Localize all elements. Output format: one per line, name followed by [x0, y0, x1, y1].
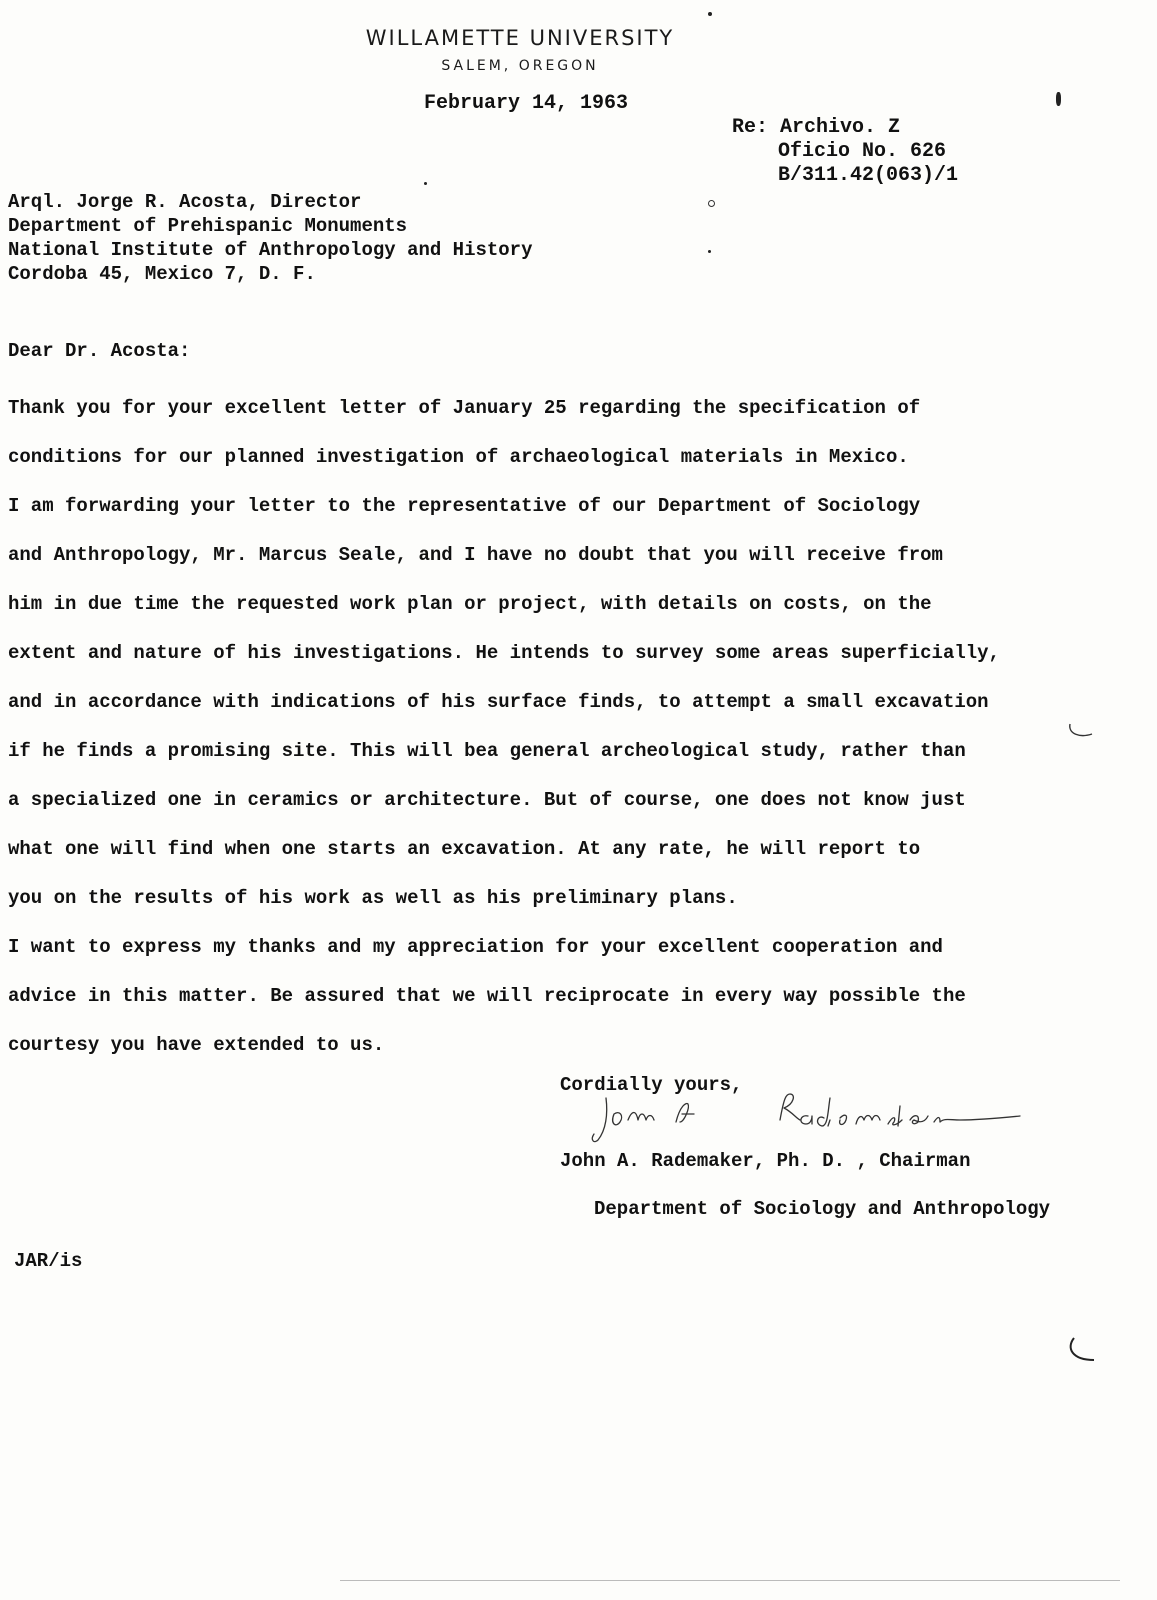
signer-department: Department of Sociology and Anthropology — [594, 1198, 1051, 1220]
body-line: conditions for our planned investigation of archaeological materials in Mexico. — [8, 446, 909, 468]
scan-speck — [708, 12, 712, 16]
reference-block — [732, 116, 958, 188]
scan-mark — [1066, 720, 1096, 744]
reference-archivo: Re: Archivo. Z — [732, 116, 901, 139]
reference-code: B/311.42(063)/1 — [778, 164, 959, 187]
body-line: if he finds a promising site. This will bea general archeological study, rather than — [8, 740, 966, 762]
inside-address — [8, 190, 533, 286]
body-line: him in due time the requested work plan or project, with details on costs, on the — [8, 593, 932, 615]
body-line: Thank you for your excellent letter of January 25 regarding the specification of — [8, 397, 921, 419]
scan-speck — [708, 250, 711, 253]
letterhead-city: SALEM, OREGON — [441, 58, 599, 74]
scan-speck — [424, 182, 427, 185]
handwritten-signature — [584, 1084, 1024, 1144]
reference-oficio: Oficio No. 626 — [778, 140, 947, 163]
salutation: Dear Dr. Acosta: — [8, 340, 191, 362]
reference-initials: JAR/is — [14, 1250, 83, 1272]
scan-mark — [1064, 1336, 1100, 1366]
closing: Cordially yours, — [560, 1074, 743, 1096]
letter-body — [8, 384, 1138, 1070]
bottom-edge-line — [340, 1580, 1120, 1581]
body-line: and Anthropology, Mr. Marcus Seale, and I have no doubt that you will receive from — [8, 544, 943, 566]
body-line: you on the results of his work as well as his preliminary plans. — [8, 887, 738, 909]
body-line: and in accordance with indications of his surface finds, to attempt a small excavation — [8, 691, 989, 713]
letter-date: February 14, 1963 — [424, 92, 629, 115]
letterhead-university-name: WILLAMETTE UNIVERSITY — [365, 26, 675, 50]
address-line: Cordoba 45, Mexico 7, D. F. — [8, 263, 316, 285]
scan-speck — [1056, 92, 1061, 106]
body-line: advice in this matter. Be assured that we will reciprocate in every way possible the — [8, 985, 966, 1007]
address-line: National Institute of Anthropology and History — [8, 239, 533, 261]
body-line: I am forwarding your letter to the representative of our Department of Sociology — [8, 495, 921, 517]
body-line: a specialized one in ceramics or architecture. But of course, one does not know just — [8, 789, 966, 811]
scan-speck — [708, 200, 715, 207]
body-line: courtesy you have extended to us. — [8, 1034, 385, 1056]
body-line: what one will find when one starts an excavation. At any rate, he will report to — [8, 838, 921, 860]
body-line: I want to express my thanks and my appreciation for your excellent cooperation and — [8, 936, 943, 958]
address-line: Department of Prehispanic Monuments — [8, 215, 408, 237]
body-line: extent and nature of his investigations. He intends to survey some areas superficially, — [8, 642, 1000, 664]
signer-name: John A. Rademaker, Ph. D. , Chairman — [560, 1150, 971, 1172]
address-line: Arql. Jorge R. Acosta, Director — [8, 191, 362, 213]
